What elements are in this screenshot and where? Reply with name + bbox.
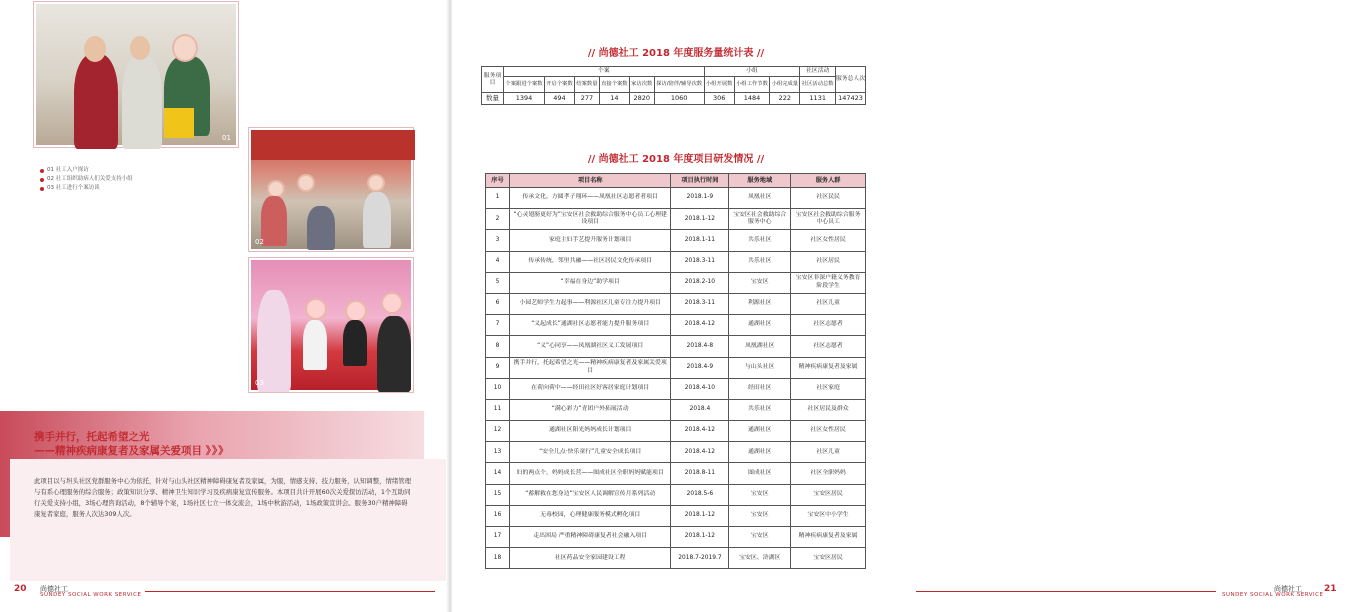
table-header: 服务项目 [482, 67, 504, 93]
table-cell: 精神疾病康复者及家属 [791, 527, 866, 548]
table-cell: 2 [486, 209, 510, 230]
table-cell: 携手并行，托起希望之光——精神疾病康复者及家属关爱项目 [509, 357, 671, 378]
table-row [486, 527, 866, 548]
blurred-face [383, 294, 401, 312]
table-cell: 222 [770, 93, 800, 105]
red-banner [251, 130, 415, 160]
figure-child [303, 320, 327, 370]
table-cell: 共乐社区 [729, 399, 791, 420]
table-cell: 5 [486, 272, 510, 293]
table-subheader: 社区活动总数 [800, 77, 836, 93]
table-cell: 社区女性居民 [791, 230, 866, 251]
table-cell: 2018.4-12 [671, 442, 729, 463]
table-row [486, 336, 866, 357]
blurred-face [269, 182, 283, 196]
table-cell: 15 [486, 484, 510, 505]
table-cell: 1060 [654, 93, 704, 105]
table-cell: 凤凰社区 [729, 188, 791, 209]
table-cell: 7 [486, 315, 510, 336]
table-cell: 小园艺师学生力起事——利源社区儿童专注力提升项目 [509, 293, 671, 314]
table-cell: 传承传统，邻里共融——社区居民文化传承项目 [509, 251, 671, 272]
bullet-icon [40, 169, 44, 173]
table-cell: 13 [486, 442, 510, 463]
table-cell: 共乐社区 [729, 251, 791, 272]
right-page [452, 0, 1337, 612]
brand-english: SUNDEY SOCIAL WORK SERVICE [1222, 592, 1324, 598]
figure-social-worker [257, 290, 291, 392]
table-cell: “义”心同享——凤凰湖社区义工发展项目 [509, 336, 671, 357]
table-header: 序号 [486, 174, 510, 188]
table-subheader: 个案跟进个案数 [504, 77, 545, 93]
table-header: 社区活动 [800, 67, 836, 77]
table-cell: 通湖社区 [729, 421, 791, 442]
table-cell: 6 [486, 293, 510, 314]
table-row [486, 399, 866, 420]
blurred-face [299, 176, 313, 190]
table-cell: 2018.1-12 [671, 209, 729, 230]
brand-name: 尚德社工 [40, 585, 68, 593]
figure-adult [377, 316, 411, 392]
service-stats-table [481, 66, 866, 105]
table-cell: 经田社区 [729, 378, 791, 399]
table-cell: 3 [486, 230, 510, 251]
table-row [486, 378, 866, 399]
table-cell: 4 [486, 251, 510, 272]
table-row [486, 315, 866, 336]
table-cell: 宝安区非深户籍义务教育阶段学生 [791, 272, 866, 293]
table-row [486, 209, 866, 230]
table-cell: 利源社区 [729, 293, 791, 314]
table-header: 项目执行时间 [671, 174, 729, 188]
stats-title: // 尚德社工 2018 年度服务量统计表 // [587, 48, 765, 59]
table-cell: 数量 [482, 93, 504, 105]
table-cell: 2018.1-9 [671, 188, 729, 209]
blurred-face [347, 302, 365, 320]
table-cell: 凤凰湖社区 [729, 336, 791, 357]
blurred-face [174, 36, 196, 60]
projects-table-body [486, 188, 866, 569]
table-cell: 1394 [504, 93, 545, 105]
project-description: 此项目以与坦头社区党群服务中心为依托，针对与山头社区精神障碍康复者及家属，为服，情感支持、技力服务，认知调整，情绪管理与有系心理服务的综合服务；政策知识分享、精神卫生知识学习及疾病康复宣传服务。本项目共计开展60次关爱探访活动，1个互助同行关爱支持小组，3场心理咨询活动，8个辅导个案，1场社区七立一体交流会，1场中秋游活动，1场政策宣讲会。服务30户精神障碍康复者家庭，服务人次达309人次。 [34, 477, 412, 518]
left-page [0, 0, 448, 612]
table-cell: 2018.1-12 [671, 505, 729, 526]
table-cell: 宝安区社会救助综合服务中心 [729, 209, 791, 230]
table-cell: 2018.4-12 [671, 315, 729, 336]
table-cell: 宝安区 [729, 505, 791, 526]
table-cell: 2018.1-12 [671, 527, 729, 548]
table-cell: 社区家庭 [791, 378, 866, 399]
table-cell: 147423 [836, 93, 866, 105]
table-row [486, 505, 866, 526]
table-cell: 2018.4-12 [671, 421, 729, 442]
table-cell: 社区志愿者 [791, 336, 866, 357]
table-row [486, 251, 866, 272]
table-cell: 通湖社区阳光妈妈成长计划项目 [509, 421, 671, 442]
table-row [486, 421, 866, 442]
table-cell: 306 [704, 93, 734, 105]
chevron-arrows-icon: 》》》 [205, 445, 230, 457]
table-cell: 通湖社区 [729, 315, 791, 336]
table-row [486, 272, 866, 293]
table-header: 个案 [504, 67, 705, 77]
table-cell: “蓄解救在您身边”宝安区人民调解宣传月系列活动 [509, 484, 671, 505]
table-cell: 社区全职妈妈 [791, 463, 866, 484]
table-cell: 社区志愿者 [791, 315, 866, 336]
table-cell: 无毒校园，心理健康服务模式孵化项目 [509, 505, 671, 526]
table-cell: 2820 [629, 93, 654, 105]
table-header: 服务总人次 [836, 67, 866, 93]
table-cell: 2018.2-10 [671, 272, 729, 293]
section-title [34, 431, 230, 458]
table-cell: 14 [486, 463, 510, 484]
table-header: 服务地域 [729, 174, 791, 188]
table-cell: 社区儿童 [791, 293, 866, 314]
table-cell: 与山头社区 [729, 357, 791, 378]
table-cell: 走出困局 严重精神障碍康复者社会融入项目 [509, 527, 671, 548]
caption-item: 02 社工组织助病人们关爱支持小组 [40, 175, 133, 184]
table-cell: 宝安区居民 [791, 548, 866, 569]
support-group-photo [249, 128, 413, 251]
table-cell: 妇的两点个，妈妈成长营——图成社区全职妈妈赋能项目 [509, 463, 671, 484]
table-header: 小组 [704, 67, 800, 77]
case-interview-photo [249, 258, 413, 392]
table-cell: 2018.4-9 [671, 357, 729, 378]
table-cell: 社区民民 [791, 188, 866, 209]
table-cell: 社区儿童 [791, 442, 866, 463]
figure [261, 196, 287, 246]
table-cell: 9 [486, 357, 510, 378]
table-cell: 2018.3-11 [671, 293, 729, 314]
blurred-face [307, 300, 325, 318]
table-cell: 2018.8-11 [671, 463, 729, 484]
table-cell: 17 [486, 527, 510, 548]
bullet-icon [40, 178, 44, 182]
figure-head [130, 36, 150, 60]
table-header: 项目名称 [509, 174, 671, 188]
table-row [486, 357, 866, 378]
table-cell: 8 [486, 336, 510, 357]
table-cell: 在荷向荷中——经田社区好客居家庭计划项目 [509, 378, 671, 399]
table-subheader: 探访/陪伴/辅导次数 [654, 77, 704, 93]
photo-label-01: 01 [222, 134, 231, 142]
table-row [486, 463, 866, 484]
table-row [486, 442, 866, 463]
table-header-row [486, 174, 866, 188]
table-header: 服务人群 [791, 174, 866, 188]
table-cell: 14 [599, 93, 629, 105]
table-row [486, 230, 866, 251]
table-cell: 传承文化，方圆孝子翔环——凤凰社区志愿者者项目 [509, 188, 671, 209]
table-cell: 社区女性居民 [791, 421, 866, 442]
table-row [486, 484, 866, 505]
table-row [486, 293, 866, 314]
figure-woman-red [74, 54, 118, 149]
yellow-bag [164, 108, 194, 138]
table-cell: 宝安区社会救助综合服务中心员工 [791, 209, 866, 230]
table-cell: 2018.3-11 [671, 251, 729, 272]
table-cell: 社区药品安全家园建设工程 [509, 548, 671, 569]
table-cell: 共乐社区 [729, 230, 791, 251]
page-number: 21 [1324, 584, 1337, 594]
table-cell: 图成社区 [729, 463, 791, 484]
footer-rule [916, 591, 1216, 592]
table-cell: 494 [544, 93, 574, 105]
table-cell: 2018.4 [671, 399, 729, 420]
table-cell: 2018.5-6 [671, 484, 729, 505]
brand-english: SUNDEY SOCIAL WORK SERVICE [40, 592, 142, 598]
figure-girl [122, 56, 162, 149]
table-cell: 社区居民及群众 [791, 399, 866, 420]
footer-rule [145, 591, 435, 592]
table-cell: “满心彩力”青团户外拓展活动 [509, 399, 671, 420]
table-cell: 2018.7-2019.7 [671, 548, 729, 569]
table-cell: “心灵翅膀更好为”宝安区社会救助综合服务中心员工心理建设项目 [509, 209, 671, 230]
table-subheader: 直接个案数 [599, 77, 629, 93]
figure-head [84, 36, 106, 62]
page-number: 20 [14, 584, 27, 594]
bullet-icon [40, 187, 44, 191]
table-cell: “安全儿点·快乐童行”儿童安全成长项目 [509, 442, 671, 463]
table-subheader: 家访次数 [629, 77, 654, 93]
table-cell: 宝安区 [729, 272, 791, 293]
table-cell: 2018.1-11 [671, 230, 729, 251]
table-cell: 11 [486, 399, 510, 420]
table-cell: 277 [575, 93, 600, 105]
table-cell: 社区居民 [791, 251, 866, 272]
projects-table [485, 173, 866, 569]
table-cell: 宝安区居民 [791, 484, 866, 505]
table-cell: 1484 [734, 93, 770, 105]
brand-name: 尚德社工 [1274, 585, 1302, 593]
figure-child [343, 320, 367, 366]
table-cell: 1 [486, 188, 510, 209]
table-cell: “幸福在身边”助学项目 [509, 272, 671, 293]
figure [307, 206, 335, 250]
table-subheader: 小组开展数 [704, 77, 734, 93]
section-title-line2: ——精神疾病康复者及家属关爱项目 》》》 [34, 445, 230, 457]
table-subheader: 小组完成量 [770, 77, 800, 93]
table-subheader: 开启个案数 [544, 77, 574, 93]
caption-item: 03 社工进行个案访谈 [40, 184, 133, 193]
table-cell: 2018.4-10 [671, 378, 729, 399]
table-cell: 1131 [800, 93, 836, 105]
blurred-face [369, 176, 383, 190]
projects-title: // 尚德社工 2018 年度项目研发情况 // [587, 154, 765, 165]
home-visit-photo [34, 2, 238, 147]
table-subheader: 结案数量 [575, 77, 600, 93]
table-cell: 宝安区 [729, 527, 791, 548]
table-cell: 通湖社区 [729, 442, 791, 463]
photo-captions [40, 166, 133, 193]
table-cell: 精神疾病康复者及家属 [791, 357, 866, 378]
right-footer [904, 584, 1352, 598]
table-cell: 18 [486, 548, 510, 569]
table-row [482, 93, 866, 105]
photo-label-03: 03 [255, 379, 264, 387]
table-cell: 宝安区 [729, 484, 791, 505]
table-cell: 10 [486, 378, 510, 399]
table-cell: 12 [486, 421, 510, 442]
table-row [486, 548, 866, 569]
table-cell: “义起成长”通湖社区志愿者能力提升服务项目 [509, 315, 671, 336]
left-footer [0, 584, 448, 598]
table-cell: 2018.4-8 [671, 336, 729, 357]
table-cell: 16 [486, 505, 510, 526]
table-row [486, 188, 866, 209]
table-cell: 宝安区、浒湖区 [729, 548, 791, 569]
table-cell: 宝安区中小学生 [791, 505, 866, 526]
table-cell: 家庭主妇手艺提升服务计划项目 [509, 230, 671, 251]
caption-item: 01 社工入户探访 [40, 166, 133, 175]
figure [363, 192, 391, 248]
section-title-line1: 携手并行，托起希望之光 [34, 431, 150, 443]
photo-label-02: 02 [255, 238, 264, 246]
table-subheader: 小组工作节数 [734, 77, 770, 93]
